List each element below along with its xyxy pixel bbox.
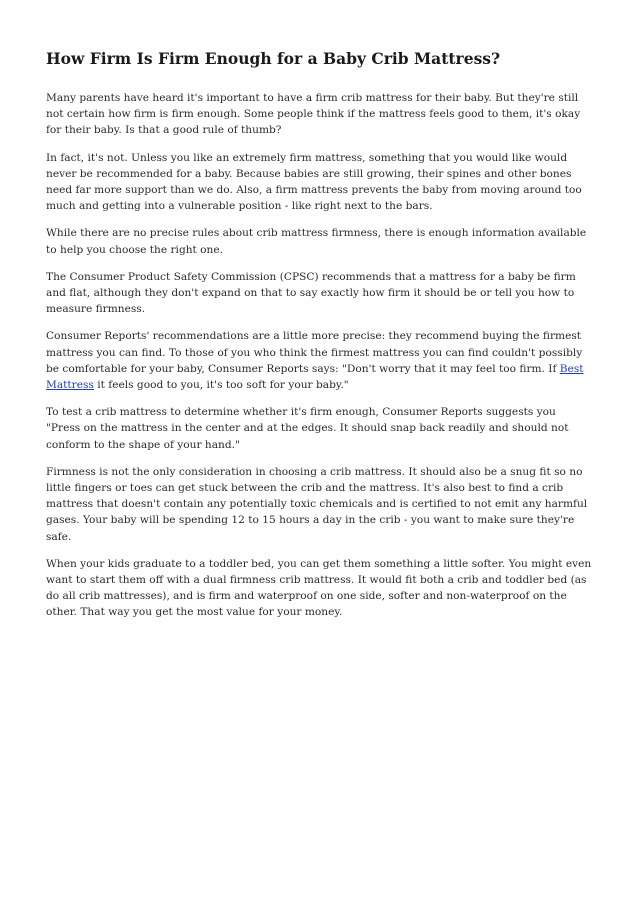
paragraph-5	[46, 328, 592, 393]
best-mattress-link[interactable]: Best Mattress	[46, 362, 584, 392]
paragraph-5-text-before: Consumer Reports' recommendations are a little more precise: they recommend buying the firmest mattress you can find. To those of you who think the firmest mattress you can find couldn't possibly be comfortable for your baby, Consumer Reports says: "Don't worry that it may feel too firm. If	[46, 330, 583, 375]
document-page	[46, 48, 592, 632]
paragraph-8: When your kids graduate to a toddler bed, you can get them something a little softer. You might even want to start them off with a dual firmness crib mattress. It would fit both a crib and toddler bed (as do all crib mattresses), and is firm and waterproof on one side, softer and non-waterproof on the other. That way you get the most value for your money.	[46, 557, 592, 619]
paragraph-2: In fact, it's not. Unless you like an extremely firm mattress, something that you would like would never be recommended for a baby. Because babies are still growing, their spines and other bones need far more support than we do. Also, a firm mattress prevents the baby from moving around too much and getting into a vulnerable position - like right next to the bars.	[46, 151, 582, 213]
page-title: How Firm Is Firm Enough for a Baby Crib Mattress?	[46, 49, 501, 68]
paragraph-3: While there are no precise rules about crib mattress firmness, there is enough information available to help you choose the right one.	[46, 227, 587, 256]
paragraph-7: Firmness is not the only consideration in choosing a crib mattress. It should also be a snug fit so no little fingers or toes can get stuck between the crib and the mattress. It's also best to find a crib mattress that doesn't contain any potentially toxic chemicals and is certified to not emit any harmful gases. Your baby will be spending 12 to 15 hours a day in the crib - you want to make sure they're safe.	[46, 465, 588, 543]
paragraph-5-text-after: it feels good to you, it's too soft for your baby."	[93, 379, 349, 392]
paragraph-4: The Consumer Product Safety Commission (CPSC) recommends that a mattress for a baby be firm and flat, although they don't expand on that to say exactly how firm it should be or tell you how to measure firmness.	[46, 270, 576, 316]
paragraph-6: To test a crib mattress to determine whether it's firm enough, Consumer Reports suggests you "Press on the mattress in the center and at the edges. It should snap back readily and should not conform to the shape of your hand."	[46, 406, 569, 451]
paragraph-1: Many parents have heard it's important to have a firm crib mattress for their baby. But they're still not certain how firm is firm enough. Some people think if the mattress feels good to them, it's okay for their baby. Is that a good rule of thumb?	[46, 92, 581, 137]
